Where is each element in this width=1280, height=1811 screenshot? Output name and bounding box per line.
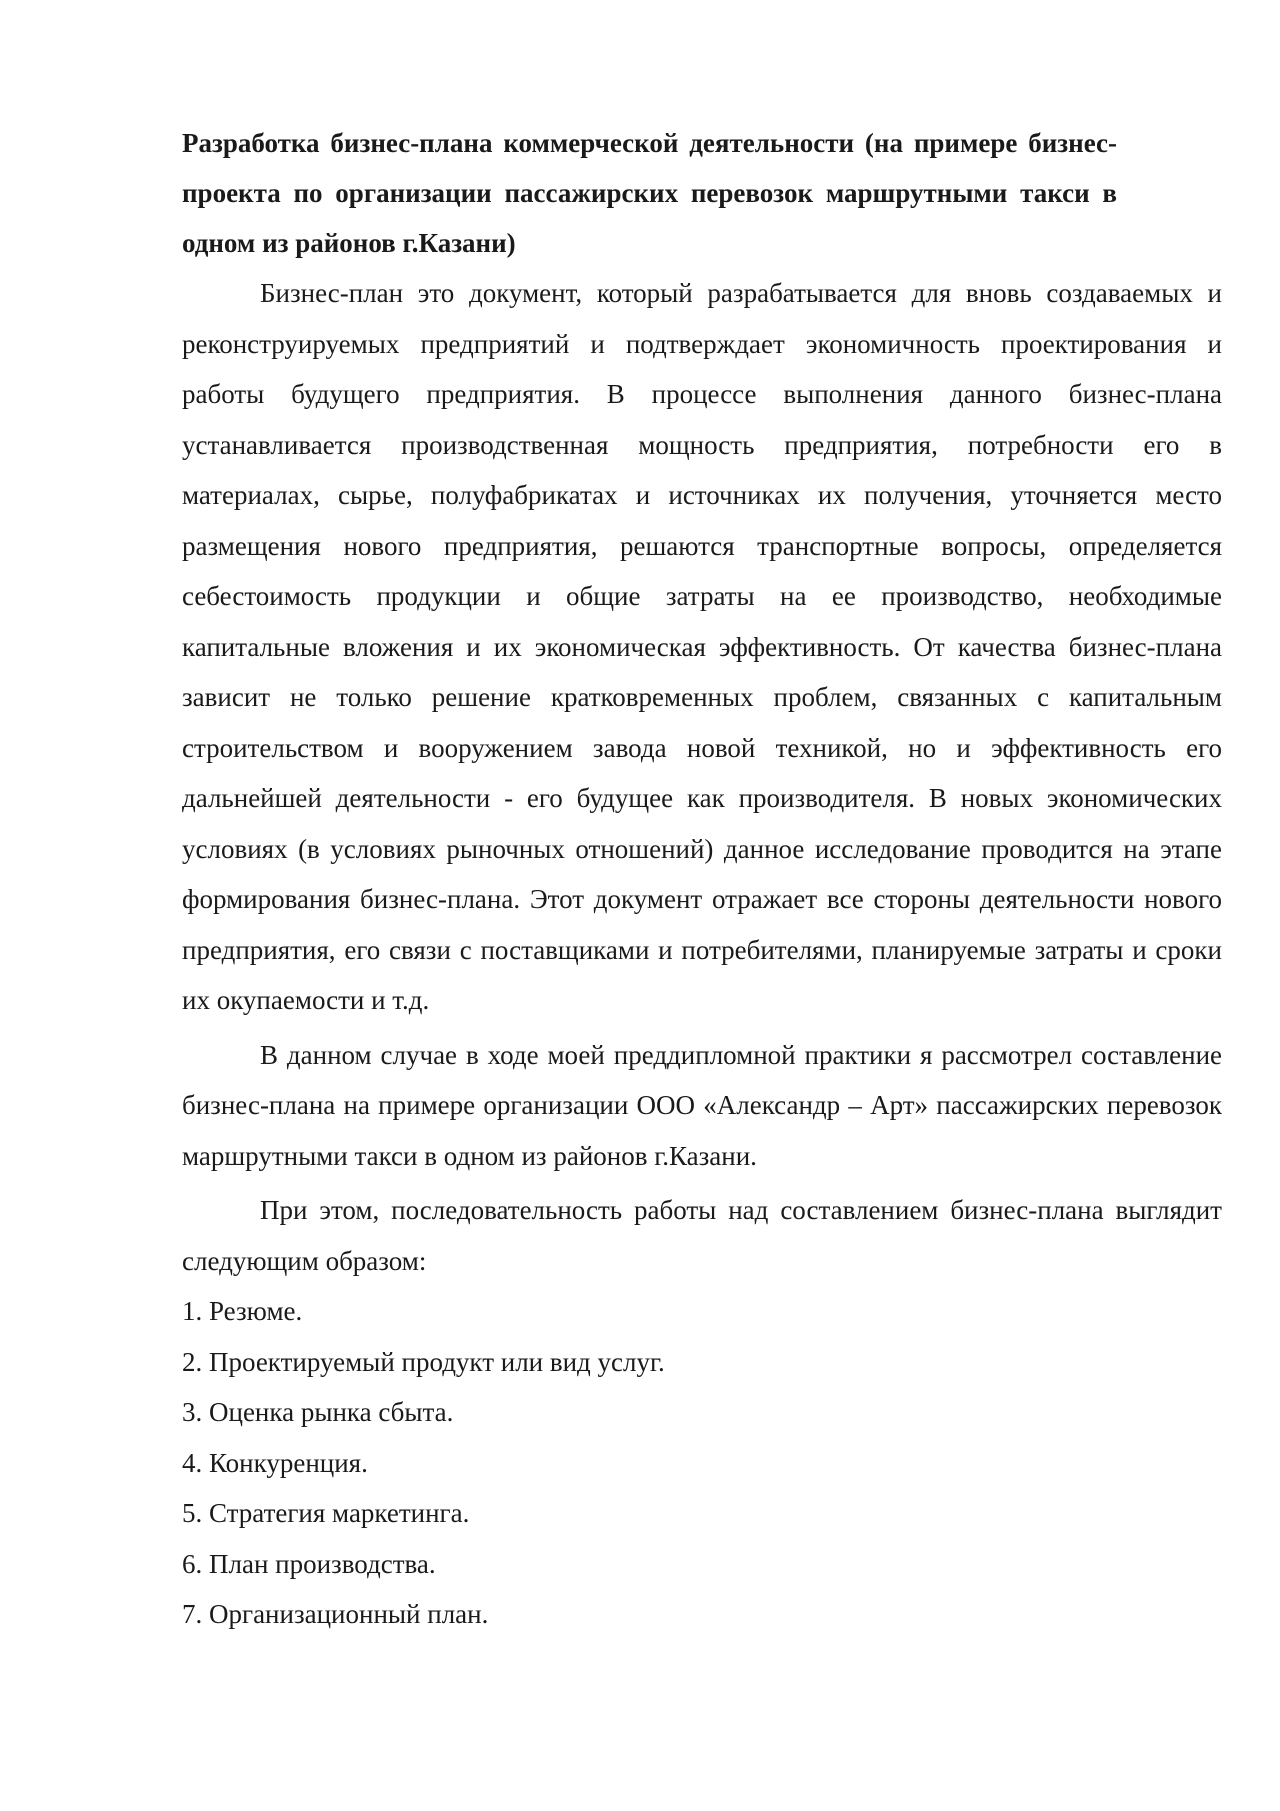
list-item: 2. Проектируемый продукт или вид услуг. xyxy=(182,1346,665,1377)
paragraph-1: Бизнес-план это документ, который разрабатывается для вновь создаваемых и реконструируемых предприятий и подтверждает экономичность проектирования и работы будущего предприятия. В процессе выполнения данного бизнес-плана устанавливается производственная мощность предприятия, потребности его в материалах, сырье, полуфабрикатах и источниках их получения, уточняется место размещения нового предприятия, решаются транспортные вопросы, определяется себестоимость продукции и общие затраты на ее производство, необходимые капитальные вложения и их экономическая эффективность. От качества бизнес-плана зависит не только решение кратковременных проблем, связанных с капитальным строительством и вооружением завода новой техникой, но и эффективность его дальнейшей деятельности - его будущее как производителя. В новых экономических условиях (в условиях рыночных отношений) данное исследование проводится на этапе формирования бизнес-плана. Этот документ отражает все стороны деятельности нового предприятия, его связи с поставщиками и потребителями, планируемые затраты и сроки их окупаемости и т.д. xyxy=(182,278,1222,1015)
list-item: 5. Стратегия маркетинга. xyxy=(182,1498,470,1528)
list-item: 4. Конкуренция. xyxy=(182,1447,368,1478)
list-item: 3. Оценка рынка сбыта. xyxy=(182,1397,454,1427)
list-item: 7. Организационный план. xyxy=(182,1599,489,1629)
paragraph-2: В данном случае в ходе моей преддипломной практики я рассмотрел составление бизнес-плана на примере организации ООО «Александр – Арт» пассажирских перевозок маршрутными такси в одном из районов г.Казани. xyxy=(182,1039,1222,1171)
section-list xyxy=(182,1286,1222,1640)
list-item: 1. Резюме. xyxy=(182,1296,303,1326)
paragraph-3: При этом, последовательность работы над составлением бизнес-плана выглядит следующим образом: xyxy=(182,1195,1222,1276)
document-page xyxy=(182,118,1222,1640)
document-title: Разработка бизнес-плана коммерческой деятельности (на примере бизнес-проекта по организации пассажирских перевозок маршрутными такси в одном из районов г.Казани) xyxy=(182,128,1117,258)
list-item: 6. План производства. xyxy=(182,1548,436,1579)
